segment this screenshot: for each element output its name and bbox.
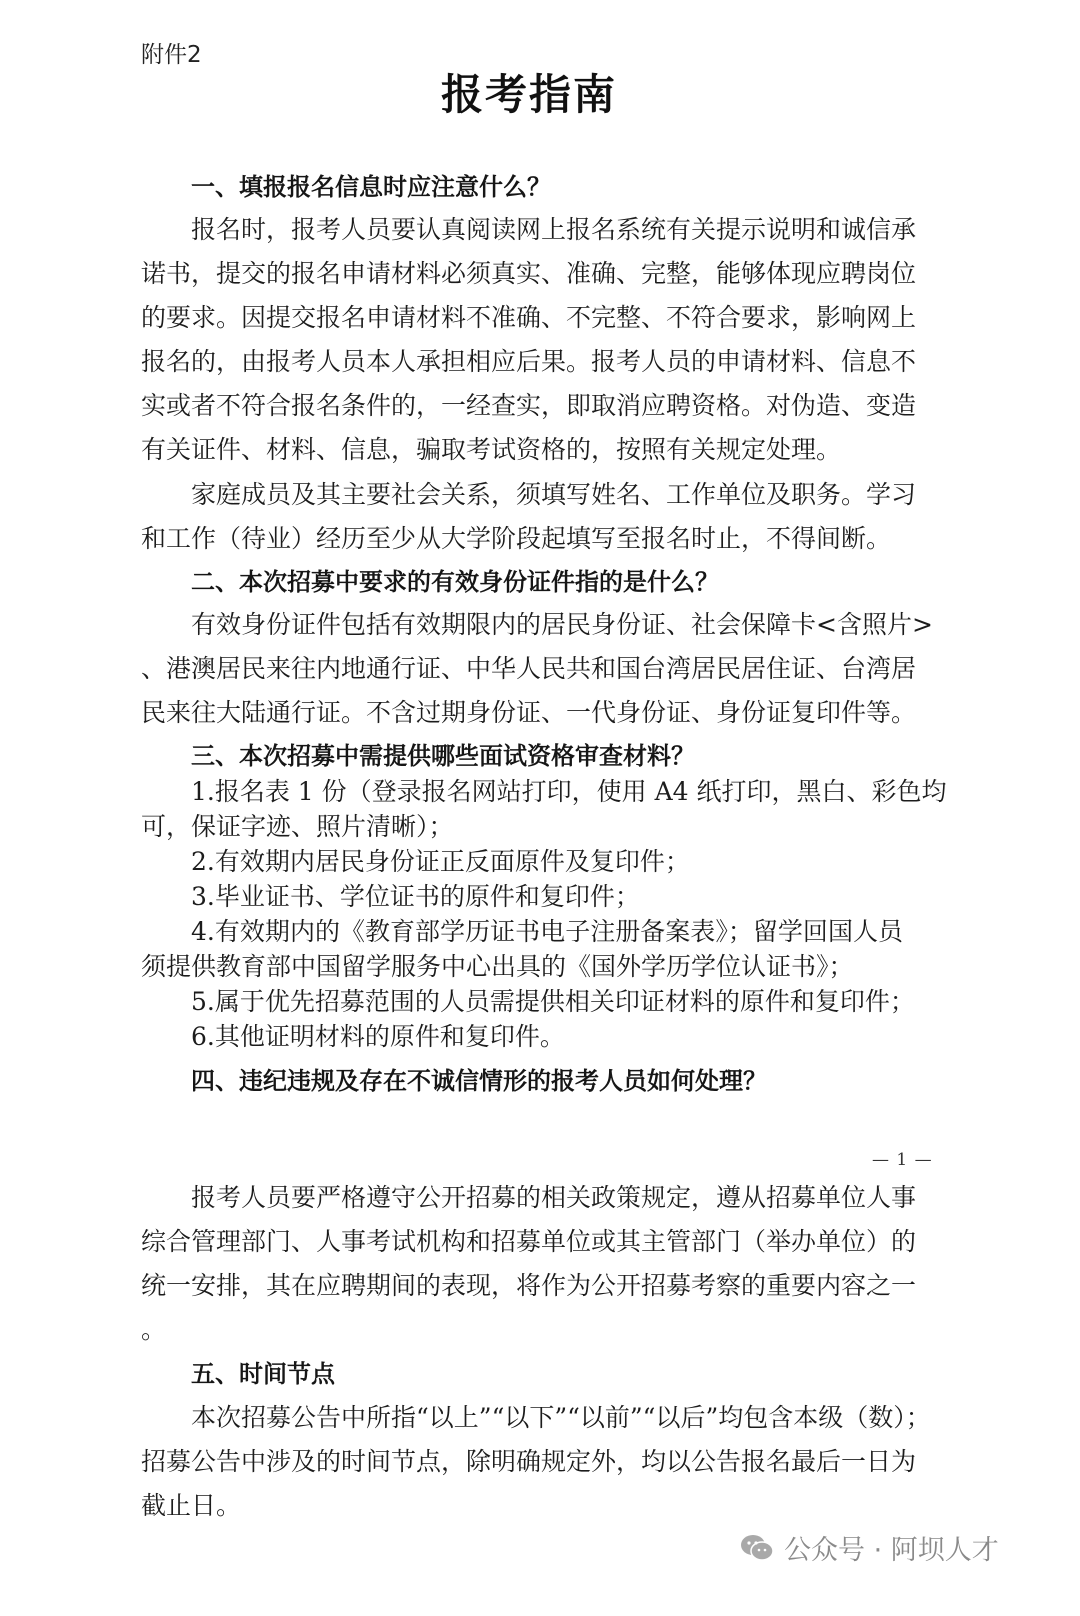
paragraph-line: 报名的，由报考人员本人承担相应后果。报考人员的申请材料、信息不 — [141, 347, 917, 376]
list-item: 4.有效期内的《教育部学历证书电子注册备案表》；留学回国人员 — [191, 917, 903, 946]
list-item: 3.毕业证书、学位证书的原件和复印件； — [191, 882, 640, 911]
paragraph-line: 招募公告中涉及的时间节点，除明确规定外，均以公告报名最后一日为 — [141, 1447, 917, 1476]
list-item: 须提供教育部中国留学服务中心出具的《国外学历学位认证书》； — [141, 952, 854, 981]
list-item: 1.报名表 1 份（登录报名网站打印，使用 A4 纸打印，黑白、彩色均 — [191, 777, 947, 806]
paragraph-line: 和工作（待业）经历至少从大学阶段起填写至报名时止，不得间断。 — [141, 524, 892, 553]
paragraph-line: 有关证件、材料、信息，骗取考试资格的，按照有关规定处理。 — [141, 435, 842, 464]
paragraph-line: 的要求。因提交报名申请材料不准确、不完整、不符合要求，影响网上 — [141, 303, 917, 332]
paragraph-line: 报名时，报考人员要认真阅读网上报名系统有关提示说明和诚信承 — [191, 215, 917, 244]
paragraph-line: 、港澳居民来往内地通行证、中华人民共和国台湾居民居住证、台湾居 — [141, 654, 917, 683]
paragraph-line: 综合管理部门、人事考试机构和招募单位或其主管部门（举办单位）的 — [141, 1227, 917, 1256]
paragraph-line: 本次招募公告中所指“以上”“以下”“以前”“以后”均包含本级（数）； — [191, 1403, 931, 1432]
section-1-heading: 一、填报报名信息时应注意什么？ — [191, 173, 551, 201]
watermark-text: 公众号 · 阿坝人才 — [784, 1535, 999, 1566]
paragraph-line: 诺书，提交的报名申请材料必须真实、准确、完整，能够体现应聘岗位 — [141, 259, 917, 288]
section-3-heading: 三、本次招募中需提供哪些面试资格审查材料？ — [191, 742, 695, 770]
attachment-label: 附件2 — [141, 42, 202, 68]
list-item: 5.属于优先招募范围的人员需提供相关印证材料的原件和复印件； — [191, 987, 915, 1016]
list-item: 6.其他证明材料的原件和复印件。 — [191, 1022, 565, 1051]
list-item: 可，保证字迹、照片清晰）； — [141, 812, 454, 841]
account-watermark — [740, 1528, 999, 1567]
wechat-icon — [740, 1533, 774, 1563]
list-item: 2.有效期内居民身份证正反面原件及复印件； — [191, 847, 690, 876]
section-2-heading: 二、本次招募中要求的有效身份证件指的是什么？ — [191, 568, 719, 596]
page-number: — 1 — — [872, 1150, 933, 1170]
paragraph-line: 民来往大陆通行证。不含过期身份证、一代身份证、身份证复印件等。 — [141, 698, 917, 727]
document-title: 报考指南 — [440, 70, 617, 119]
paragraph-line: 有效身份证件包括有效期限内的居民身份证、社会保障卡<含照片> — [191, 610, 933, 639]
section-5-heading: 五、时间节点 — [191, 1360, 335, 1388]
paragraph-line: 家庭成员及其主要社会关系，须填写姓名、工作单位及职务。学习 — [191, 480, 917, 509]
paragraph-line: 报考人员要严格遵守公开招募的相关政策规定，遵从招募单位人事 — [191, 1183, 917, 1212]
paragraph-line: 统一安排，其在应聘期间的表现，将作为公开招募考察的重要内容之一 — [141, 1271, 917, 1300]
paragraph-line: 截止日。 — [141, 1491, 242, 1520]
paragraph-line: 。 — [141, 1315, 167, 1344]
paragraph-line: 实或者不符合报名条件的，一经查实，即取消应聘资格。对伪造、变造 — [141, 391, 917, 420]
section-4-heading: 四、违纪违规及存在不诚信情形的报考人员如何处理？ — [191, 1067, 767, 1095]
